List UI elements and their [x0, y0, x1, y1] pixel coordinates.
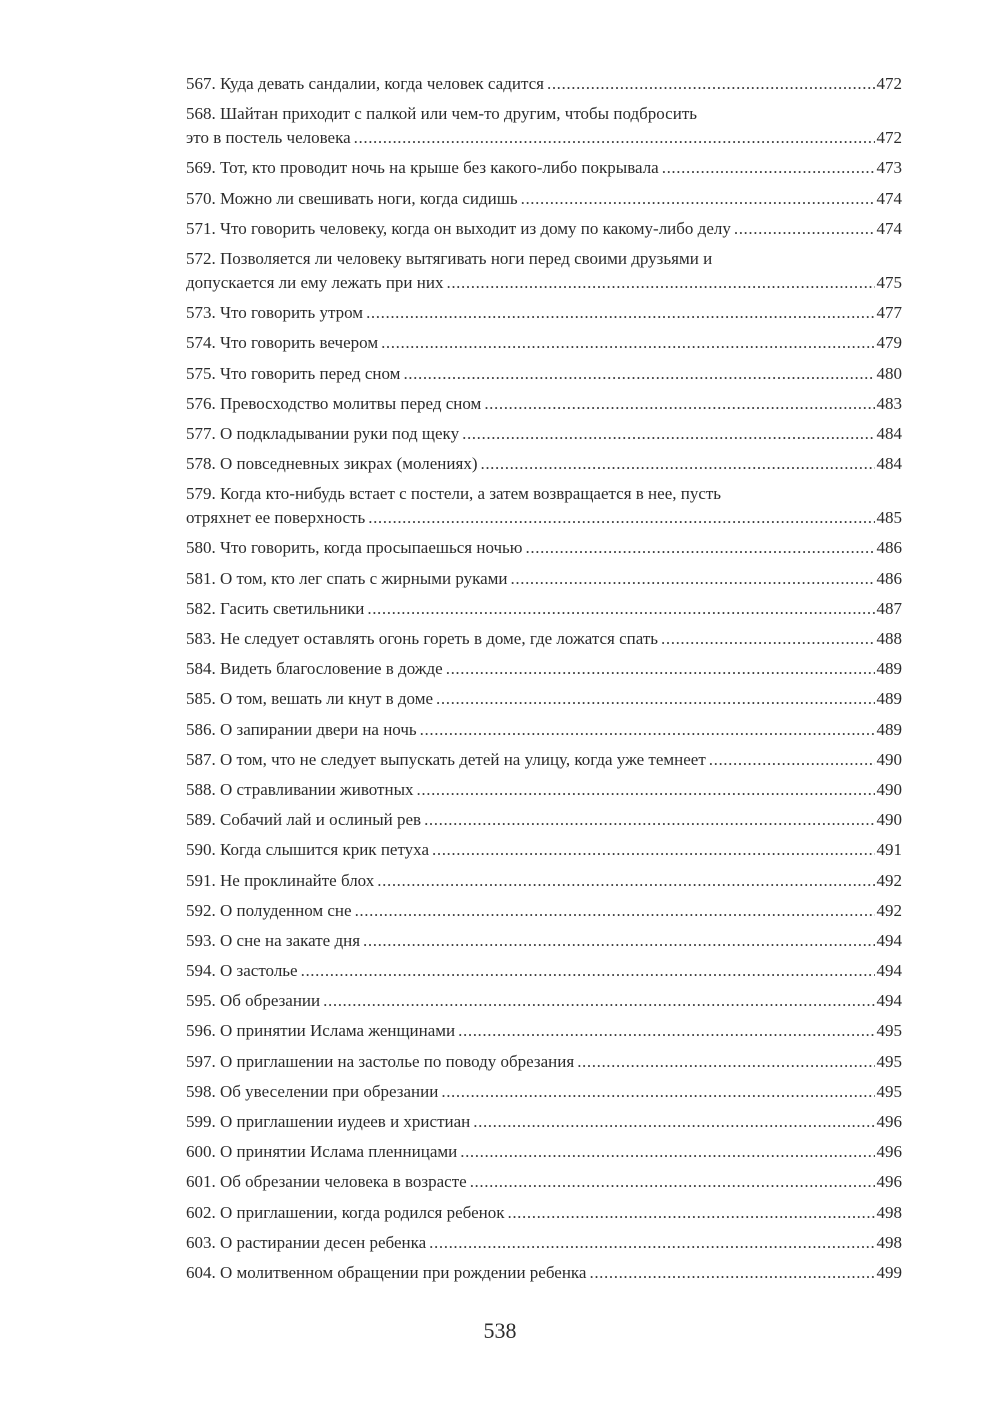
dot-leader: [420, 718, 875, 742]
toc-entry-page: 489: [876, 659, 902, 679]
toc-entry[interactable]: [186, 869, 902, 899]
toc-entry-title: 597. О приглашении на застолье по поводу обрезания: [186, 1051, 575, 1071]
toc-entry-page: 480: [876, 363, 902, 383]
toc-entry-line: [186, 718, 902, 742]
toc-entry-line: [186, 217, 902, 241]
dot-leader: [709, 748, 875, 772]
toc-entry[interactable]: [186, 536, 902, 566]
toc-entry-line: [186, 1261, 902, 1285]
toc-entry-page: 488: [876, 629, 902, 648]
dot-leader: [403, 362, 874, 386]
toc-entry[interactable]: [186, 452, 902, 482]
toc-entry[interactable]: [186, 838, 902, 868]
toc-entry-title: 603. О растирании десен ребенка: [186, 1232, 427, 1252]
toc-entry-title: 580. Что говорить, когда просыпаешься ночью: [186, 538, 523, 558]
toc-entry-page: 498: [876, 1232, 902, 1252]
dot-leader: [462, 422, 874, 446]
toc-entry[interactable]: [186, 567, 902, 597]
toc-entry[interactable]: [186, 1261, 902, 1291]
toc-entry-line: [186, 959, 902, 983]
dot-leader: [377, 869, 874, 893]
toc-entry-title: 584. Видеть благословение в дожде: [186, 659, 443, 679]
toc-entry[interactable]: [186, 422, 902, 452]
toc-entry-title: 598. Об увеселении при обрезании: [186, 1081, 439, 1101]
dot-leader: [446, 271, 874, 295]
toc-entry-page: 489: [876, 719, 902, 739]
toc-entry[interactable]: [186, 187, 902, 217]
toc-entry[interactable]: [186, 748, 902, 778]
toc-entry-page: 495: [876, 1081, 902, 1101]
toc-entry-page: 498: [876, 1202, 902, 1222]
toc-entry-line: [186, 899, 902, 923]
toc-entry-line: [186, 597, 902, 621]
dot-leader: [511, 567, 875, 591]
toc-entry-page: 490: [876, 810, 902, 830]
toc-entry[interactable]: [186, 687, 902, 717]
toc-entry-page: 491: [876, 840, 902, 860]
toc-entry[interactable]: [186, 718, 902, 748]
toc-entry-page: 499: [876, 1262, 902, 1282]
toc-entry-title: 587. О том, что не следует выпускать детей на улицу, когда уже темнеет: [186, 749, 706, 769]
toc-entry-line: [186, 156, 902, 180]
toc-entry[interactable]: [186, 362, 902, 392]
toc-entry[interactable]: [186, 1019, 902, 1049]
toc-entry-line: [186, 452, 902, 476]
toc-entry-page: 484: [876, 423, 902, 443]
toc-entry-page: 477: [876, 303, 902, 323]
toc-entry-line: [186, 72, 902, 96]
dot-leader: [367, 597, 874, 621]
toc-entry-page: 474: [876, 218, 902, 238]
toc-entry[interactable]: [186, 899, 902, 929]
toc-entry-line: [186, 1080, 902, 1104]
toc-entry-title: 576. Превосходство молитвы перед сном: [186, 393, 482, 413]
toc-entry-page: 494: [876, 930, 902, 950]
toc-entry-title: 575. Что говорить перед сном: [186, 363, 401, 383]
dot-leader: [662, 156, 875, 180]
toc-entry-title: 591. Не проклинайте блох: [186, 870, 375, 890]
toc-entry-line: [186, 778, 902, 802]
toc-entry-page: 495: [876, 1051, 902, 1071]
dot-leader: [734, 217, 875, 241]
toc-entry-title: 581. О том, кто лег спать с жирными руками: [186, 568, 508, 588]
toc-entry-page: 472: [876, 128, 902, 148]
toc-entry-line: [186, 808, 902, 832]
toc-entry-line: [186, 506, 902, 530]
toc-entry-title: 601. Об обрезании человека в возрасте: [186, 1172, 467, 1192]
toc-entry-page: 483: [876, 393, 902, 413]
dot-leader: [441, 1080, 874, 1104]
toc-entry-title: 602. О приглашении, когда родился ребенок: [186, 1202, 505, 1222]
toc-entry[interactable]: [186, 1110, 902, 1140]
dot-leader: [473, 1110, 874, 1134]
page-number: 538: [483, 1318, 517, 1343]
toc-entry-title-first-line: 568. Шайтан приходит с палкой или чем-то другим, чтобы подбросить: [186, 104, 698, 124]
toc-entry-line: [186, 301, 902, 325]
dot-leader: [484, 392, 874, 416]
toc-entry-page: 492: [876, 900, 902, 920]
dot-leader: [526, 536, 875, 560]
toc-entry[interactable]: [186, 1201, 902, 1231]
toc-entry-line: [186, 1201, 902, 1225]
toc-entry-line: [186, 1110, 902, 1134]
dot-leader: [470, 1170, 875, 1194]
toc-entry[interactable]: [186, 1140, 902, 1170]
dot-leader: [480, 452, 874, 476]
toc-entry[interactable]: [186, 627, 902, 657]
toc-entry-title: 600. О принятии Ислама пленницами: [186, 1142, 458, 1162]
toc-entry-line: [186, 392, 902, 416]
toc-entry[interactable]: [186, 989, 902, 1019]
toc-entry-line: [186, 627, 902, 651]
toc-entry-line: [186, 362, 902, 386]
toc-entry[interactable]: [186, 102, 902, 156]
toc-entry-line: [186, 271, 902, 295]
toc-entry-page: 485: [876, 508, 902, 528]
dot-leader: [432, 838, 875, 862]
toc-entry[interactable]: [186, 657, 902, 687]
toc-entry-line: [186, 126, 902, 150]
dot-leader: [577, 1050, 874, 1074]
toc-entry[interactable]: [186, 1080, 902, 1110]
toc-entry-title: 599. О приглашении иудеев и христиан: [186, 1112, 471, 1131]
toc-entry-page: 475: [876, 272, 902, 292]
dot-leader: [429, 1231, 874, 1255]
toc-entry-page: 496: [876, 1142, 902, 1162]
toc-entry-page: 494: [876, 991, 902, 1011]
dot-leader: [424, 808, 874, 832]
toc-entry-page: 496: [876, 1112, 902, 1131]
toc-entry-page: 490: [876, 779, 902, 799]
toc-entry[interactable]: [186, 1231, 902, 1261]
toc-entry-title: 570. Можно ли свешивать ноги, когда сидишь: [186, 188, 518, 208]
dot-leader: [661, 627, 874, 651]
toc-entry[interactable]: [186, 247, 902, 301]
toc-entry-page: 473: [876, 158, 902, 178]
toc-entry[interactable]: [186, 1170, 902, 1200]
dot-leader: [381, 331, 874, 355]
toc-entry-page: 490: [876, 749, 902, 769]
toc-entry-page: 472: [876, 74, 902, 93]
toc-entry-title: 569. Тот, кто проводит ночь на крыше без какого-либо покрывала: [186, 158, 659, 178]
toc-entry-title: 592. О полуденном сне: [186, 900, 352, 920]
toc-entry-title: отряхнет ее поверхность: [186, 508, 366, 528]
toc-entry-title: 578. О повседневных зикрах (молениях): [186, 454, 478, 474]
toc-entry-title: 586. О запирании двери на ночь: [186, 719, 417, 739]
toc-entry[interactable]: [186, 156, 902, 186]
toc-entry[interactable]: [186, 808, 902, 838]
table-of-contents: [186, 72, 902, 1291]
toc-entry[interactable]: [186, 597, 902, 627]
toc-entry-line: [186, 1050, 902, 1074]
toc-entry-line: [186, 687, 902, 711]
toc-entry-page: 474: [876, 188, 902, 208]
toc-entry-title: 571. Что говорить человеку, когда он выходит из дому по какому-либо делу: [186, 218, 731, 238]
toc-entry-title: допускается ли ему лежать при них: [186, 272, 444, 292]
toc-entry-title: 594. О застолье: [186, 961, 298, 981]
toc-entry-page: 494: [876, 961, 902, 981]
toc-entry-title: 567. Куда девать сандалии, когда человек садится: [186, 74, 544, 93]
toc-entry-line: [186, 748, 902, 772]
toc-entry-line: [186, 536, 902, 560]
toc-entry-page: 496: [876, 1172, 902, 1192]
toc-entry[interactable]: [186, 929, 902, 959]
toc-entry-line: [186, 657, 902, 681]
toc-entry-title: 596. О принятии Ислама женщинами: [186, 1021, 456, 1041]
toc-entry-title: 585. О том, вешать ли кнут в доме: [186, 689, 434, 709]
toc-entry-title-first-line: 572. Позволяется ли человеку вытягивать ноги перед своими друзьями и: [186, 248, 713, 268]
toc-entry-page: 486: [876, 538, 902, 558]
dot-leader: [301, 959, 875, 983]
dot-leader: [547, 72, 875, 96]
toc-entry-title: 574. Что говорить вечером: [186, 333, 379, 353]
toc-entry[interactable]: [186, 331, 902, 361]
toc-entry-page: 484: [876, 454, 902, 474]
dot-leader: [354, 126, 875, 150]
toc-entry[interactable]: [186, 778, 902, 808]
toc-entry-title: 588. О стравливании животных: [186, 779, 414, 799]
toc-entry-line: [186, 838, 902, 862]
toc-entry-line: [186, 1019, 902, 1043]
dot-leader: [458, 1019, 874, 1043]
toc-entry[interactable]: [186, 392, 902, 422]
toc-entry-title: 582. Гасить светильники: [186, 598, 365, 618]
toc-entry[interactable]: [186, 482, 902, 536]
toc-entry[interactable]: [186, 1050, 902, 1080]
toc-entry[interactable]: [186, 72, 902, 102]
toc-entry-line: [186, 1140, 902, 1164]
toc-entry-line: [186, 1170, 902, 1194]
toc-entry-title: 593. О сне на закате дня: [186, 930, 361, 950]
toc-entry-line: [186, 869, 902, 893]
dot-leader: [589, 1261, 874, 1285]
toc-entry-title: это в постель человека: [186, 128, 351, 148]
toc-entry-line: [186, 187, 902, 211]
toc-entry-title: 589. Собачий лай и ослиный рев: [186, 810, 422, 830]
toc-entry-line: [186, 331, 902, 355]
dot-leader: [366, 301, 874, 325]
dot-leader: [460, 1140, 874, 1164]
toc-entry-title: 573. Что говорить утром: [186, 303, 364, 323]
toc-entry[interactable]: [186, 959, 902, 989]
toc-entry-page: 492: [876, 870, 902, 890]
toc-entry-line: [186, 1231, 902, 1255]
toc-entry-line: [186, 422, 902, 446]
toc-entry-line: [186, 929, 902, 953]
toc-entry-line: [186, 989, 902, 1013]
toc-entry-title: 577. О подкладывании руки под щеку: [186, 423, 460, 443]
dot-leader: [417, 778, 875, 802]
toc-entry-title: 590. Когда слышится крик петуха: [186, 840, 429, 860]
toc-entry-line: [186, 567, 902, 591]
toc-entry-page: 486: [876, 568, 902, 588]
toc-entry-title: 604. О молитвенном обращении при рождении ребенка: [186, 1262, 587, 1282]
toc-entry-title: 583. Не следует оставлять огонь гореть в доме, где ложатся спать: [186, 629, 659, 648]
dot-leader: [446, 657, 875, 681]
dot-leader: [323, 989, 874, 1013]
toc-entry-page: 487: [876, 598, 902, 618]
dot-leader: [521, 187, 875, 211]
toc-entry-page: 495: [876, 1021, 902, 1041]
dot-leader: [363, 929, 874, 953]
toc-entry[interactable]: [186, 217, 902, 247]
dot-leader: [355, 899, 875, 923]
toc-entry-title-first-line: 579. Когда кто-нибудь встает с постели, а затем возвращается в нее, пусть: [186, 484, 722, 504]
toc-entry[interactable]: [186, 301, 902, 331]
dot-leader: [436, 687, 874, 711]
toc-entry-title: 595. Об обрезании: [186, 991, 321, 1011]
dot-leader: [507, 1201, 874, 1225]
toc-entry-page: 479: [876, 333, 902, 353]
dot-leader: [368, 506, 874, 530]
toc-entry-page: 489: [876, 689, 902, 709]
